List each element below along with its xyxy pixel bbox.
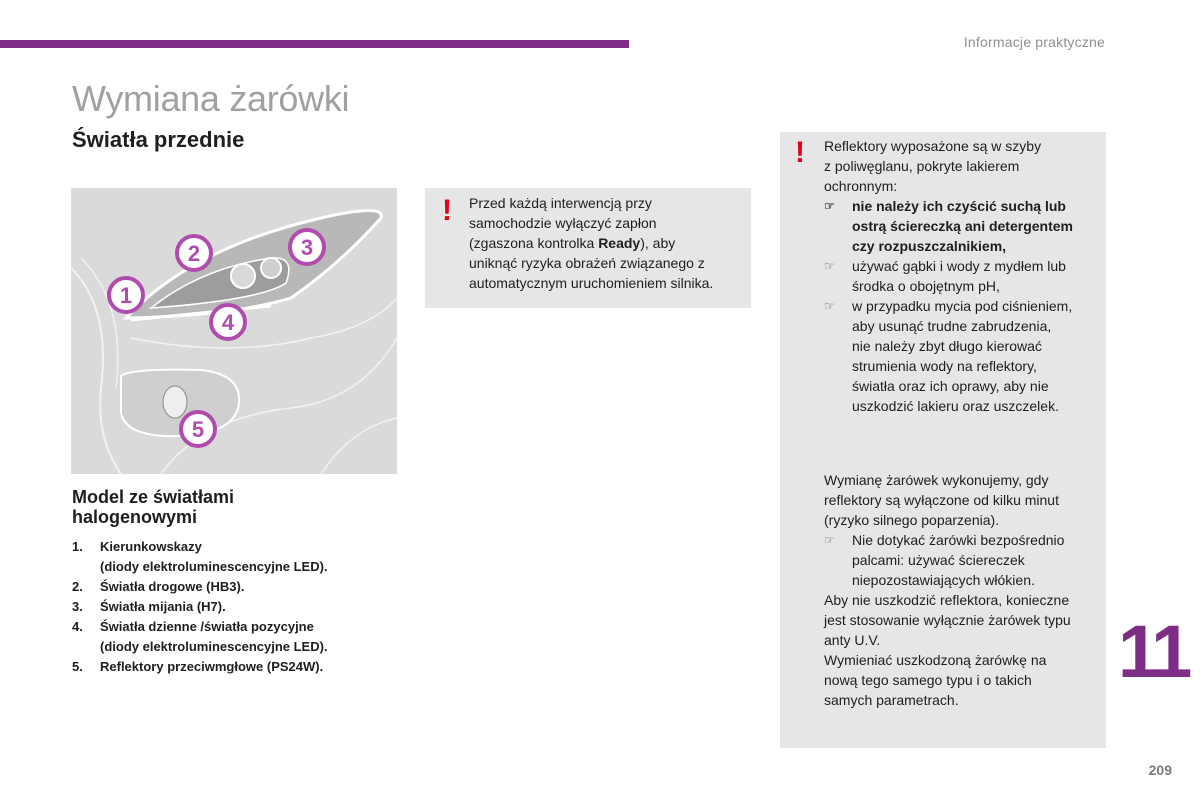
section-label: Informacje praktyczne [963,34,1105,50]
list-item: ☞ nie należy ich czyścić suchą lub ostrą ściereczką ani detergentem czy rozpuszczalnikiem, [824,198,1073,254]
care-intro: Reflektory wyposażone są w szyby z poliwęglanu, pokryte lakierem ochronnym: [824,138,1042,194]
svg-text:2: 2 [187,241,201,266]
ignition-warning-box [425,188,751,308]
list-item: ☞ Nie dotykać żarówki bezpośrednio palcami: używać ściereczek niepozostawiających włókien. [824,532,1065,588]
same-type-para: Wymieniać uszkodzoną żarówkę na nową tego samego typu i o takich samych parametrach. [824,652,1047,708]
headlamp-care-box [780,132,1106,748]
header-accent-bar [0,40,629,48]
care-bullets [824,196,1106,416]
warning-icon: ! [795,136,805,169]
legend-item: 5. Reflektory przeciwmgłowe (PS24W). [72,659,324,674]
svg-text:3: 3 [300,235,314,260]
section-subtitle: Światła przednie [72,127,245,152]
pointing-hand-icon: ☞ [824,533,835,547]
svg-text:1: 1 [119,283,133,308]
legend-item: 4. Światła dzienne /światła pozycyjne (diody elektroluminescencyjne LED). [72,619,328,654]
pointing-hand-icon: ☞ [824,199,835,213]
callout-3 [290,230,324,264]
legend-item: 3. Światła mijania (H7). [72,599,226,614]
chapter-number: 11 [1118,610,1189,693]
headlamp-diagram [71,188,397,474]
replacement-para: Wymianę żarówek wykonujemy, gdy reflektory są wyłączone od kilku minut (ryzyko silnego poparzenia). [824,472,1059,528]
callout-5 [181,412,215,446]
headlamp-care-text [824,136,1106,416]
pointing-hand-icon: ☞ [824,259,835,273]
pointing-hand-icon: ☞ [824,299,835,313]
page-title: Wymiana żarówki [72,78,350,119]
legend-item: 1. Kierunkowskazy (diody elektroluminescencyjne LED). [72,539,328,574]
svg-text:5: 5 [191,417,205,442]
replacement-bullets [824,530,1106,590]
uv-para: Aby nie uszkodzić reflektora, konieczne jest stosowanie wyłącznie żarówek typu anty U.V. [824,592,1071,648]
callout-2 [177,236,211,270]
svg-text:4: 4 [221,310,235,335]
model-heading: Model ze światłami halogenowymi [72,487,235,527]
legend-item: 2. Światła drogowe (HB3). [72,579,245,594]
callout-1 [109,278,143,312]
page-number: 209 [1148,762,1172,778]
bulb-replacement-text [824,470,1106,710]
list-item: ☞ w przypadku mycia pod ciśnieniem, aby usunąć trudne zabrudzenia, nie należy zbyt długo kierować strumienia wody na reflektory, światła oraz ich oprawy, aby nie uszkodzić lakieru oraz uszczelek. [824,298,1073,414]
warning-icon: ! [442,194,452,227]
ignition-warning-text: Przed każdą interwencją przy samochodzie wyłączyć zapłon (zgaszona kontrolka Ready), aby uniknąć ryzyka obrażeń związanego z automatycznym uruchomieniem silnika. [469,195,714,291]
callout-4 [211,305,245,339]
headlamp-illustration [71,188,397,474]
bulb-legend [72,537,328,677]
list-item: ☞ używać gąbki i wody z mydłem lub środka o obojętnym pH, [824,258,1066,294]
